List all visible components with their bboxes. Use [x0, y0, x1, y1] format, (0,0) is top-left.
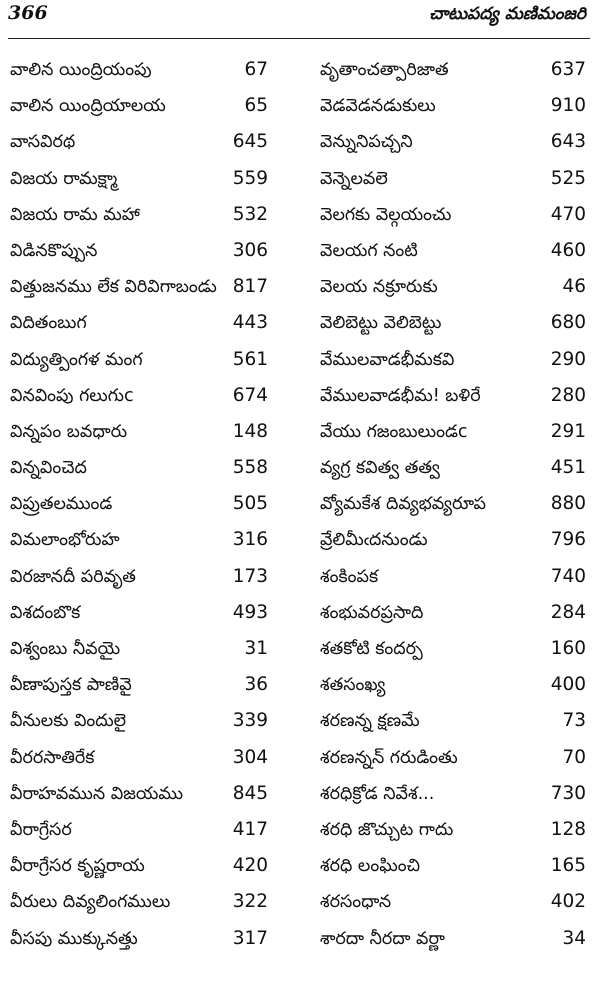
index-entry	[320, 450, 586, 486]
index-entry	[320, 776, 586, 812]
entry-text: వేములవాడభీమకవి	[320, 349, 455, 370]
index-entry	[10, 884, 268, 920]
entry-text: వెలయ నక్రూరుకు	[320, 277, 438, 298]
index-entry	[320, 740, 586, 776]
index-entry	[320, 884, 586, 920]
index-entry	[10, 486, 268, 522]
left-index-column	[10, 52, 268, 957]
entry-text: విజయ రామ మహా	[10, 204, 140, 225]
entry-text: వీణాపుస్తక పాణివై	[10, 675, 132, 696]
index-entry	[10, 124, 268, 160]
entry-text: శంభువరప్రసాది	[320, 602, 424, 623]
entry-text: విప్రుతలముండ	[10, 494, 113, 515]
index-entry	[320, 124, 586, 160]
entry-page-number: 451	[550, 457, 586, 479]
index-entry	[320, 342, 586, 378]
entry-page-number: 322	[232, 891, 268, 913]
entry-text: విన్నపం బవధారు	[10, 421, 128, 442]
index-entry	[320, 305, 586, 341]
entry-page-number: 559	[232, 167, 268, 189]
entry-text: వ్యగ్ర కవిత్వ తత్వ	[320, 458, 440, 479]
entry-page-number: 36	[244, 674, 268, 696]
index-entry	[320, 378, 586, 414]
index-entry	[10, 848, 268, 884]
entry-text: వాలిన యింద్రియంపు	[10, 60, 152, 80]
entry-text: వెడవెడనడుకులు	[320, 96, 436, 117]
entry-text: విద్యుత్పింగళ మంగ	[10, 349, 143, 370]
index-entry	[320, 522, 586, 558]
entry-text: వేములవాడభీమ! బళిరే	[320, 385, 481, 406]
entry-text: వీరులు దివ్యలింగములు	[10, 892, 171, 913]
index-entry	[320, 197, 586, 233]
entry-page-number: 290	[550, 348, 586, 370]
entry-text: శతకోటి కందర్ప	[320, 639, 423, 659]
entry-text: విదితంబుగ	[10, 313, 87, 334]
entry-page-number: 796	[550, 529, 586, 551]
entry-page-number: 65	[244, 95, 268, 117]
entry-text: శంకింపక	[320, 566, 379, 587]
entry-text: విమలాంభోరుహ	[10, 530, 120, 551]
entry-text: వీనులకు విందులై	[10, 711, 127, 732]
entry-page-number: 402	[550, 891, 586, 913]
entry-page-number: 525	[550, 167, 586, 189]
entry-page-number: 558	[232, 457, 268, 479]
entry-text: వాలిన యింద్రియాలయ	[10, 96, 166, 117]
entry-page-number: 148	[232, 420, 268, 442]
entry-page-number: 284	[550, 601, 586, 623]
entry-page-number: 46	[562, 276, 586, 298]
entry-text: శరణన్న క్షణమే	[320, 711, 420, 732]
index-entry	[320, 921, 586, 957]
entry-page-number: 73	[562, 710, 586, 732]
index-entry	[10, 740, 268, 776]
index-entry	[320, 631, 586, 667]
index-entry	[320, 667, 586, 703]
index-entry	[10, 703, 268, 739]
index-entry	[10, 450, 268, 486]
page-number: 366	[8, 2, 48, 24]
index-entry	[10, 522, 268, 558]
right-index-column	[320, 52, 586, 957]
entry-text: శరణన్నన్ గరుడింతు	[320, 747, 458, 768]
index-entry	[10, 414, 268, 450]
entry-page-number: 505	[232, 493, 268, 515]
entry-text: వీరాగ్రేసర కృష్ణరాయ	[10, 856, 145, 877]
entry-text: వెన్నునిపచ్చని	[320, 132, 413, 153]
index-entry	[10, 921, 268, 957]
entry-page-number: 317	[232, 927, 268, 949]
entry-page-number: 674	[232, 384, 268, 406]
entry-page-number: 493	[232, 601, 268, 623]
entry-text: విశదంబొక	[10, 602, 81, 623]
entry-text: వాసవిరథ	[10, 132, 76, 153]
entry-page-number: 470	[550, 203, 586, 225]
entry-page-number: 400	[550, 674, 586, 696]
index-entry	[320, 559, 586, 595]
entry-page-number: 730	[550, 782, 586, 804]
index-entry	[320, 414, 586, 450]
entry-page-number: 34	[562, 927, 586, 949]
entry-text: వీరాగ్రేసర	[10, 819, 72, 840]
entry-page-number: 845	[232, 782, 268, 804]
index-entry	[10, 269, 268, 305]
index-entry	[10, 342, 268, 378]
entry-page-number: 280	[550, 384, 586, 406]
entry-page-number: 532	[232, 203, 268, 225]
entry-page-number: 31	[244, 638, 268, 659]
entry-page-number: 740	[550, 565, 586, 587]
entry-text: వెలయగ నంటి	[320, 240, 418, 261]
entry-page-number: 339	[232, 710, 268, 732]
entry-text: శతసంఖ్య	[320, 675, 386, 696]
index-entry	[10, 378, 268, 414]
index-entry	[320, 486, 586, 522]
entry-text: వీరాహవమున విజయము	[10, 783, 184, 804]
index-entry	[320, 233, 586, 269]
entry-text: వృతాంచత్పారిజాత	[320, 60, 449, 80]
entry-page-number: 460	[550, 239, 586, 261]
index-entry	[10, 631, 268, 667]
index-entry	[10, 161, 268, 197]
entry-text: శరధి జొచ్చుట గాదు	[320, 819, 454, 840]
entry-page-number: 160	[550, 638, 586, 659]
entry-text: వెలిబెట్టు వెలిబెట్టు	[320, 313, 442, 334]
entry-text: వ్యోమకేశ దివ్యభవ్యరూప	[320, 494, 486, 515]
book-title: చాటుపద్య మణిమంజరి	[429, 4, 586, 24]
entry-text: విన్నవించెద	[10, 458, 87, 479]
entry-page-number: 420	[232, 855, 268, 877]
entry-text: శారదా నీరదా వర్ణా	[320, 928, 445, 949]
index-entry	[10, 305, 268, 341]
index-entry	[320, 812, 586, 848]
entry-text: వ్రేలిమీఁదనుండు	[320, 530, 428, 551]
index-entry	[10, 88, 268, 124]
entry-text: వినవింపు గలుగుc	[10, 385, 134, 406]
index-entry	[320, 88, 586, 124]
index-entry	[10, 559, 268, 595]
entry-page-number: 417	[232, 818, 268, 840]
entry-page-number: 880	[550, 493, 586, 515]
entry-page-number: 910	[550, 95, 586, 117]
entry-text: శరధి లంఘించి	[320, 856, 420, 877]
entry-page-number: 443	[232, 312, 268, 334]
header-rule	[8, 38, 590, 39]
index-entry	[10, 812, 268, 848]
entry-page-number: 637	[550, 59, 586, 80]
entry-page-number: 561	[232, 348, 268, 370]
entry-page-number: 304	[232, 746, 268, 768]
entry-text: శరసంధాన	[320, 892, 392, 913]
entry-page-number: 291	[550, 420, 586, 442]
entry-text: వేయు గజంబులుండc	[320, 421, 468, 442]
entry-page-number: 645	[232, 131, 268, 153]
index-entry	[10, 233, 268, 269]
page-header	[0, 0, 600, 44]
entry-page-number: 165	[550, 855, 586, 877]
entry-text: విశ్వంబు నీవయై	[10, 639, 121, 659]
index-entry	[10, 197, 268, 233]
entry-page-number: 643	[550, 131, 586, 153]
entry-text: శరధిక్రోడ నివేశ...	[320, 783, 435, 804]
entry-page-number: 67	[244, 59, 268, 80]
entry-page-number: 173	[232, 565, 268, 587]
entry-text: వీరరసాతిరేక	[10, 747, 95, 768]
entry-text: విజయ రామక్ష్మా	[10, 168, 118, 189]
entry-page-number: 70	[562, 746, 586, 768]
entry-text: వెలగకు వెల్గయంచు	[320, 204, 452, 225]
index-entry	[320, 269, 586, 305]
index-entry	[10, 52, 268, 88]
index-entry	[320, 52, 586, 88]
index-entry	[320, 703, 586, 739]
index-entry	[320, 161, 586, 197]
entry-page-number: 680	[550, 312, 586, 334]
entry-text: వెన్నెలవలె	[320, 168, 388, 189]
entry-page-number: 306	[232, 239, 268, 261]
entry-page-number: 316	[232, 529, 268, 551]
entry-page-number: 817	[232, 276, 268, 298]
entry-text: విత్తుజనము లేక విరివిగాబండు	[10, 277, 217, 298]
index-entry	[10, 595, 268, 631]
index-entry	[320, 595, 586, 631]
entry-page-number: 128	[550, 818, 586, 840]
entry-text: విడినకొప్పున	[10, 240, 98, 261]
entry-text: విరజానదీ పరివృత	[10, 566, 136, 587]
index-entry	[10, 776, 268, 812]
index-entry	[10, 667, 268, 703]
index-entry	[320, 848, 586, 884]
entry-text: వీసపు ముక్కునత్తు	[10, 928, 138, 949]
